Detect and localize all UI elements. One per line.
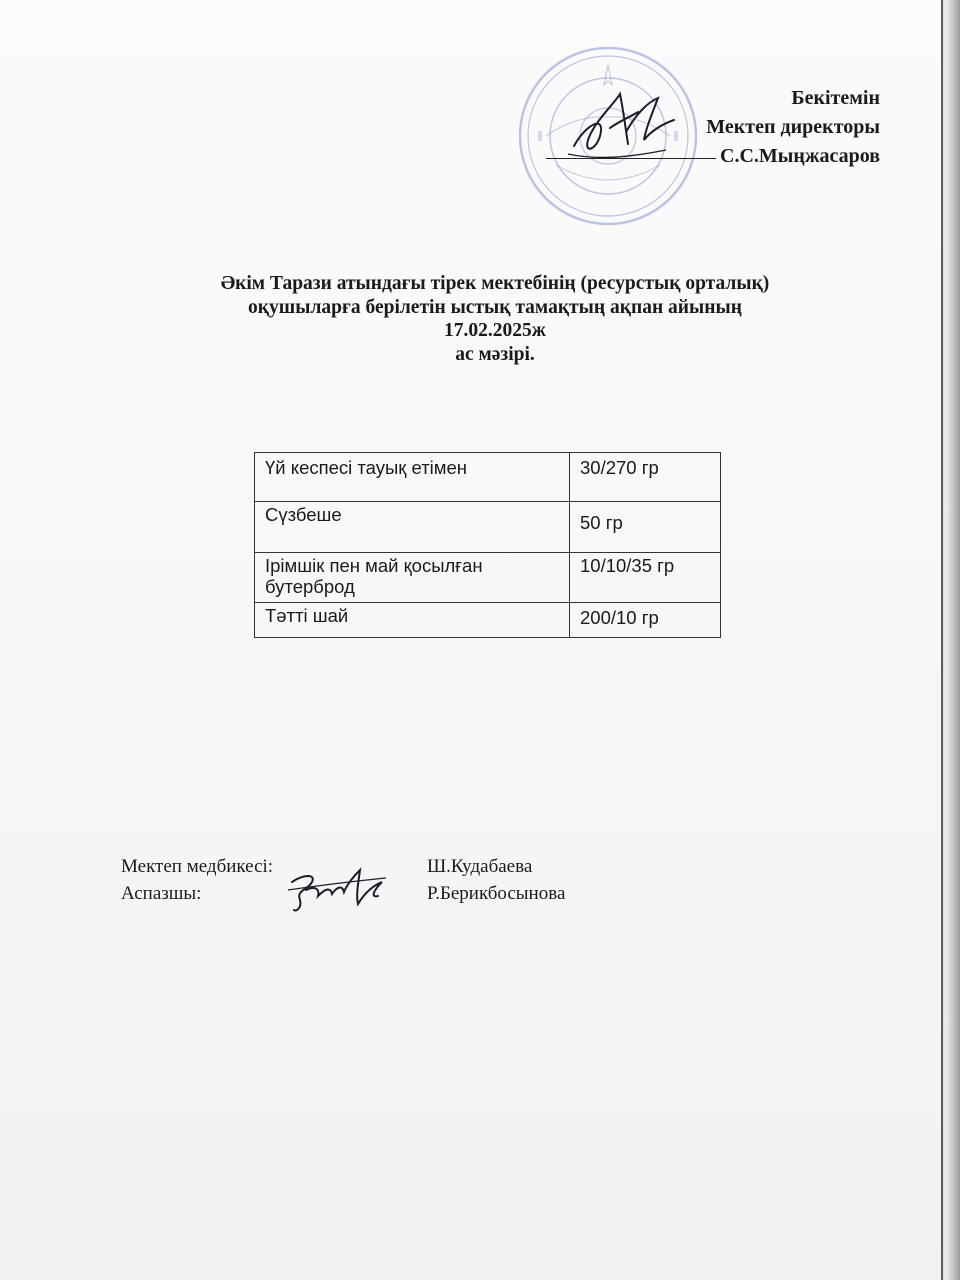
director-title: Мектеп директоры <box>706 116 880 138</box>
document-title <box>0 272 960 366</box>
table-row <box>255 502 721 553</box>
title-line-1: Әкім Тарази атындағы тірек мектебінің (ресурстық орталық) <box>220 273 770 294</box>
cook-signature <box>286 860 390 916</box>
cook-role: Аспазшы: <box>121 883 202 904</box>
page-edge-shadow <box>942 0 960 1280</box>
quantity-cell: 50 гр <box>570 502 721 553</box>
signature-line <box>546 158 716 159</box>
director-name: С.С.Мыңжасаров <box>720 145 880 167</box>
approval-label: Бекітемін <box>791 87 880 109</box>
cook-name: Р.Берикбосынова <box>427 883 566 904</box>
approval-block <box>546 84 880 171</box>
quantity-cell: 30/270 гр <box>570 453 721 502</box>
dish-cell: Үй кеспесі тауық етімен <box>255 453 570 502</box>
nurse-role: Мектеп медбикесі: <box>121 856 274 877</box>
quantity-cell: 10/10/35 гр <box>570 553 721 603</box>
title-line-4: ас мәзірі. <box>455 343 535 365</box>
dish-cell: Сүзбеше <box>255 502 570 553</box>
table-row <box>255 603 721 638</box>
nurse-name: Ш.Кудабаева <box>427 856 533 877</box>
title-line-2: оқушыларға берілетін ыстық тамақтың ақпан айының <box>248 296 742 318</box>
director-signature-row <box>546 142 880 171</box>
dish-cell: Ірімшік пен май қосылған бутерброд <box>255 553 570 603</box>
dish-cell: Тәтті шай <box>255 603 570 638</box>
title-date: 17.02.2025ж <box>444 320 546 341</box>
table-row <box>255 453 721 502</box>
quantity-cell: 200/10 гр <box>570 603 721 638</box>
table-row <box>255 553 721 603</box>
menu-table <box>254 452 721 638</box>
page-edge-line <box>941 0 943 1280</box>
